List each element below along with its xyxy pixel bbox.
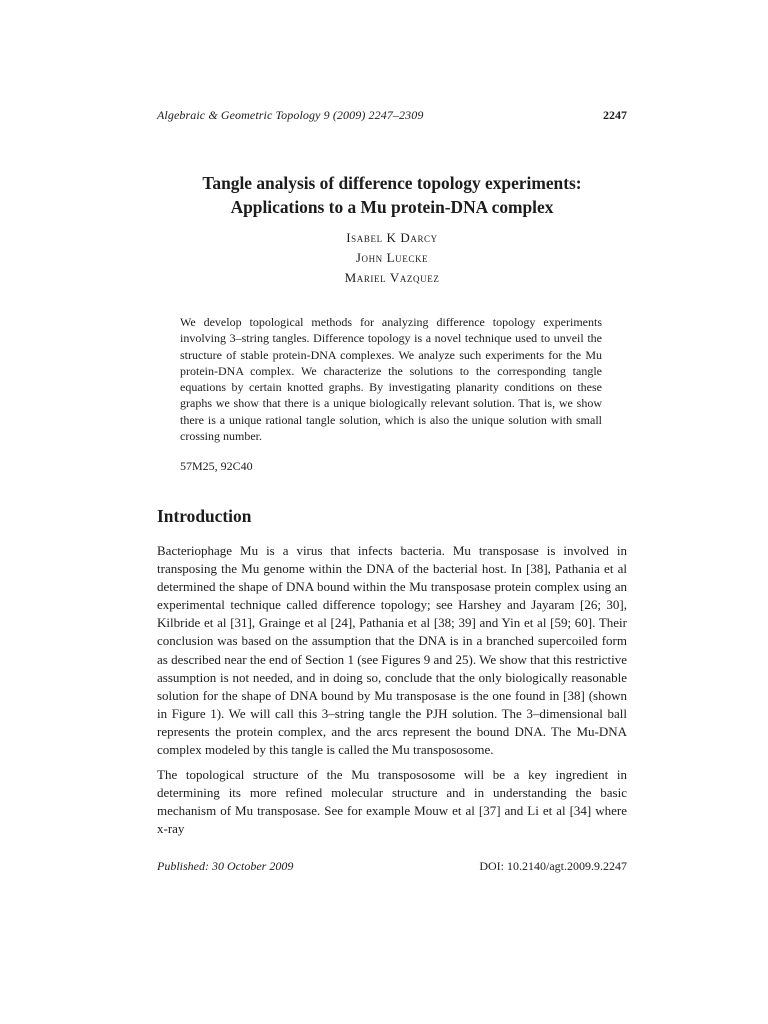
author-3: Mariel Vazquez bbox=[344, 270, 440, 285]
introduction-body bbox=[157, 542, 627, 846]
section-heading-introduction: Introduction bbox=[157, 506, 252, 526]
title-line-1: Tangle analysis of difference topology experiments: bbox=[202, 173, 582, 193]
paragraph: The topological structure of the Mu transpososome will be a key ingredient in determining its more refined molecular structure and in understanding the basic mechanism of Mu transposase. See for example Mouw et al [37] and Li et al [34] where x-ray bbox=[157, 767, 627, 837]
page-number: 2247 bbox=[603, 108, 627, 122]
published-date: Published: 30 October 2009 bbox=[157, 859, 294, 873]
doi: DOI: 10.2140/agt.2009.9.2247 bbox=[479, 859, 627, 873]
abstract: We develop topological methods for analyzing difference topology experiments involving 3–string tangles. Difference topology is a novel technique used to unveil the structure of stable protein-DNA complexes. We analyze such experiments for the Mu protein-DNA complex. We characterize the solutions to the corresponding tangle equations by certain knotted graphs. By investigating planarity conditions on these graphs we show that there is a unique biologically relevant solution. That is, we show there is a unique rational tangle solution, which is also the unique solution with small crossing number. bbox=[180, 315, 602, 444]
paragraph: Bacteriophage Mu is a virus that infects bacteria. Mu transposase is involved in transposing the Mu genome within the DNA of the bacterial host. In [38], Pathania et al determined the shape of DNA bound within the Mu transposase protein complex using an experimental technique called difference topology; see Harshey and Jayaram [26; 30], Kilbride et al [31], Grainge et al [24], Pathania et al [38; 39] and Yin et al [59; 60]. Their conclusion was based on the assumption that the DNA is in a branched supercoiled form as described near the end of Section 1 (see Figures 9 and 25). We show that this restrictive assumption is not needed, and in doing so, conclude that the only biologically reasonable solution for the shape of DNA bound by Mu transposase is the one found in [38] (shown in Figure 1). We will call this 3–string tangle the PJH solution. The 3–dimensional ball represents the protein complex, and the arcs represent the bound DNA. The Mu-DNA complex modeled by this tangle is called the Mu transpososome. bbox=[157, 543, 627, 758]
msc-classification: 57M25, 92C40 bbox=[180, 459, 253, 473]
journal-citation: Algebraic & Geometric Topology 9 (2009) 2247–2309 bbox=[157, 108, 424, 122]
title-line-2: Applications to a Mu protein-DNA complex bbox=[230, 197, 554, 217]
paper-title bbox=[157, 171, 627, 219]
author-1: Isabel K Darcy bbox=[346, 230, 438, 245]
author-list bbox=[157, 228, 627, 288]
author-2: John Luecke bbox=[355, 250, 429, 265]
